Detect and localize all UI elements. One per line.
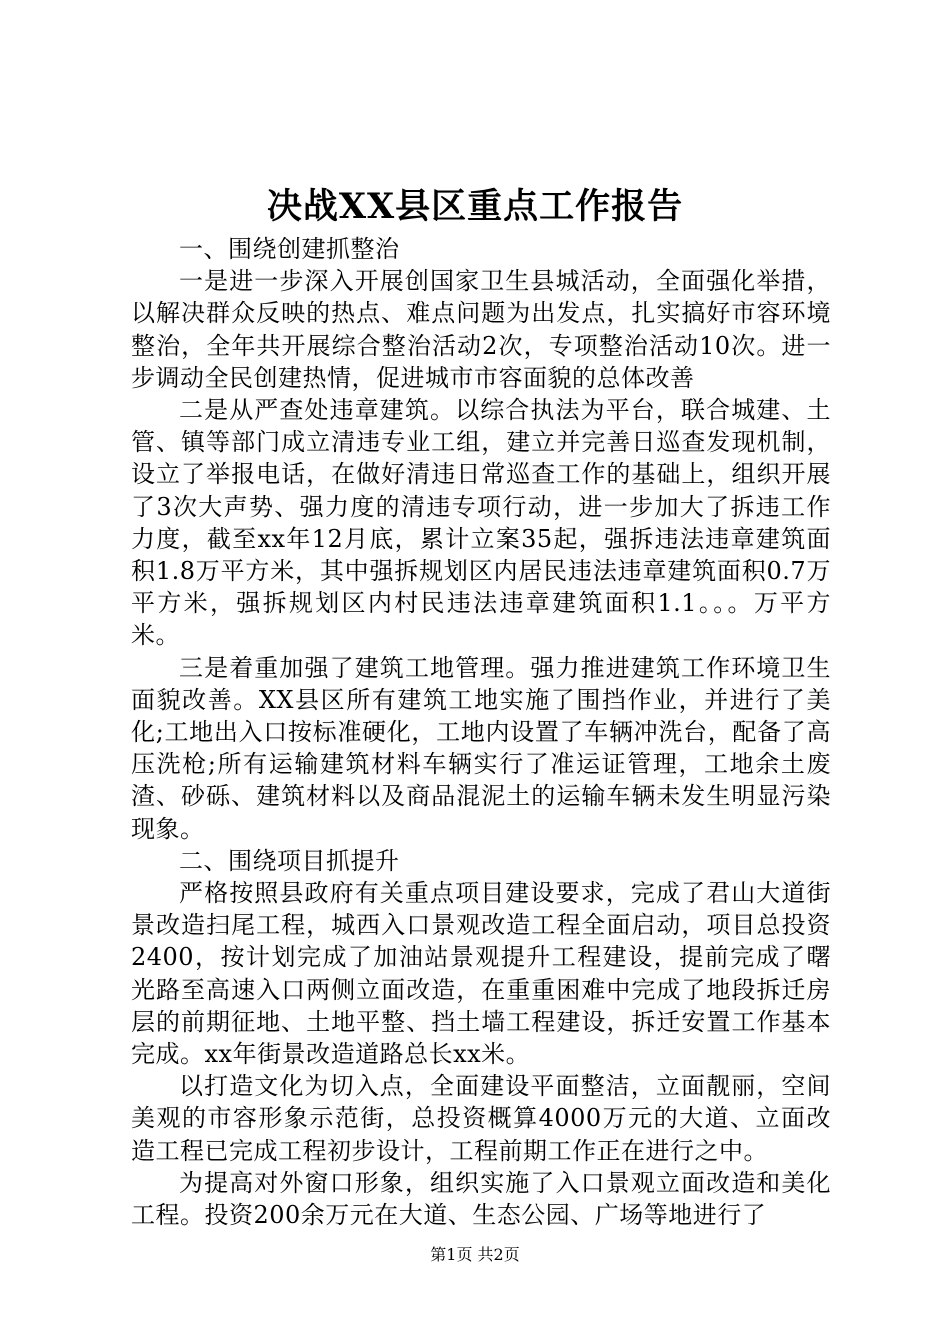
page-footer: 第1页 共2页 xyxy=(430,1245,520,1264)
paragraph-5: 以打造文化为切入点，全面建设平面整洁，立面靓丽，空间美观的市容形象示范街，总投资概算4000万元的大道、立面改造工程已完成工程初步设计，工程前期工作正在进行之中。 xyxy=(131,1072,831,1165)
paragraph-2: 二是从严查处违章建筑。以综合执法为平台，联合城建、土管、镇等部门成立清违专业工组，建立并完善日巡查发现机制，设立了举报电话，在做好清违日常巡查工作的基础上，组织开展了3次大声势、强力度的清违专项行动，进一步加大了拆违工作力度，截至xx年12月底，累计立案35起，强拆违法违章建筑面积1.8万平方米，其中强拆规划区内居民违法违章建筑面积0.7万平方米，强拆规划区内村民违法违章建筑面积1.1。。。万平方米。 xyxy=(131,396,831,650)
document-title: 决战XX县区重点工作报告 xyxy=(266,186,684,227)
section-heading-2: 二、围绕项目抓提升 xyxy=(179,846,400,875)
document-body xyxy=(131,233,831,1231)
paragraph-1: 一是进一步深入开展创国家卫生县城活动，全面强化举措，以解决群众反映的热点、难点问题为出发点，扎实搞好市容环境整治，全年共开展综合整治活动2次，专项整治活动10次。进一步调动全民创建热情，促进城市市容面貌的总体改善 xyxy=(131,267,831,392)
paragraph-3: 三是着重加强了建筑工地管理。强力推进建筑工作环境卫生面貌改善。XX县区所有建筑工地实施了围挡作业，并进行了美化;工地出入口按标准硬化，工地内设置了车辆冲洗台，配备了高压洗枪;所有运输建筑材料车辆实行了准运证管理，工地余土废渣、砂砾、建筑材料以及商品混泥土的运输车辆未发生明显污染现象。 xyxy=(131,653,831,843)
paragraph-4: 严格按照县政府有关重点项目建设要求，完成了君山大道街景改造扫尾工程，城西入口景观改造工程全面启动，项目总投资2400，按计划完成了加油站景观提升工程建设，提前完成了曙光路至高速入口两侧立面改造，在重重困难中完成了地段拆迁房层的前期征地、土地平整、挡土墙工程建设，拆迁安置工作基本完成。xx年街景改造道路总长xx米。 xyxy=(131,879,831,1069)
paragraph-6: 为提高对外窗口形象，组织实施了入口景观立面改造和美化工程。投资200余万元在大道、生态公园、广场等地进行了 xyxy=(131,1168,831,1230)
section-heading-1: 一、围绕创建抓整治 xyxy=(179,235,400,263)
